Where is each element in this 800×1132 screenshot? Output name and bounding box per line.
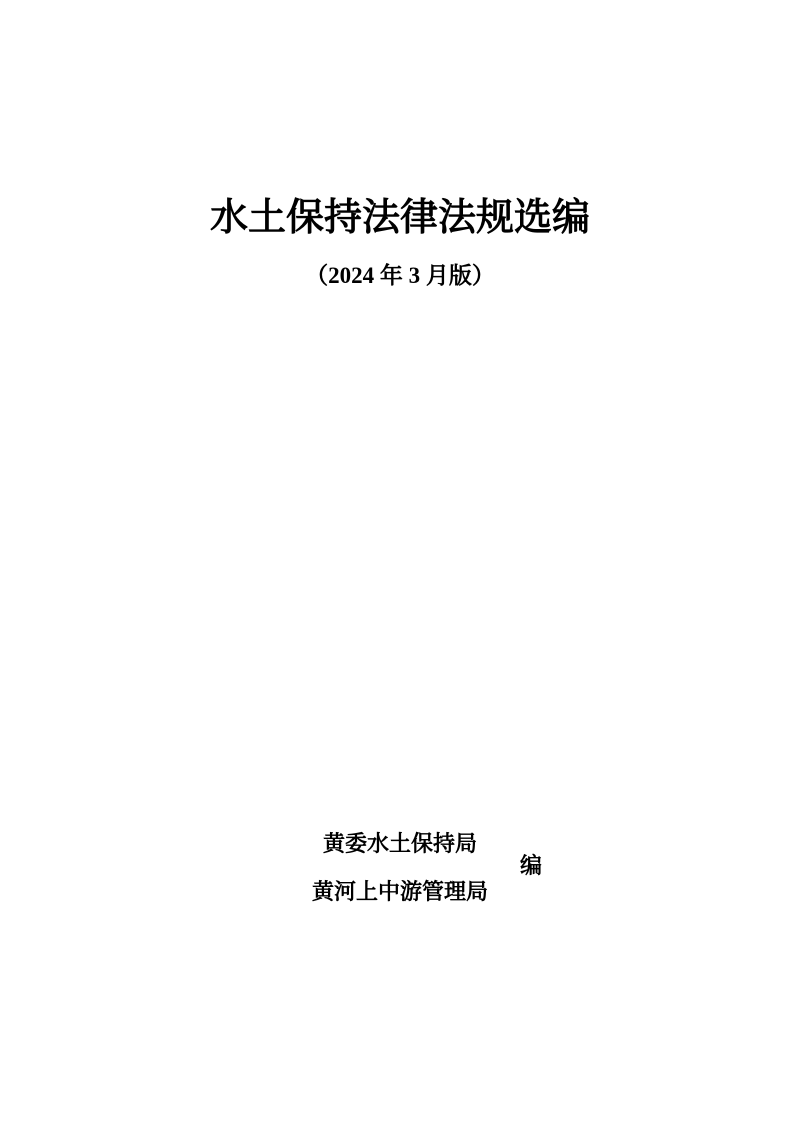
compilers-block	[0, 820, 800, 916]
document-title: 水土保持法律法规选编	[209, 197, 590, 239]
edition-subtitle: （2024 年 3 月版）	[305, 263, 495, 288]
compiler-name-1: 黄委水土保持局	[322, 831, 477, 856]
editor-label: 编	[520, 853, 543, 878]
compiler-name-2: 黄河上中游管理局	[311, 879, 488, 904]
